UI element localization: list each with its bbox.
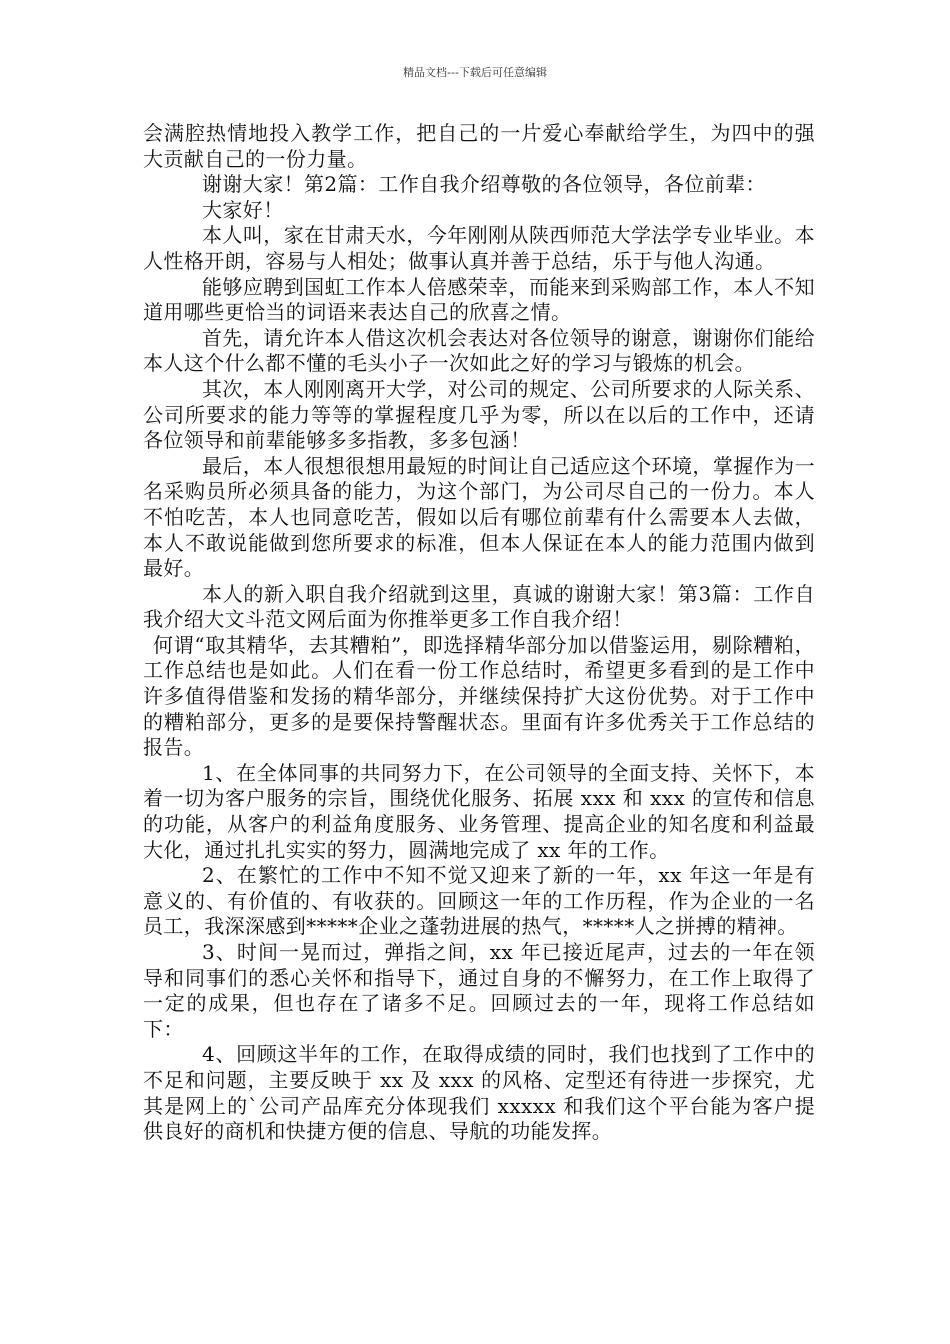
paragraph: 何谓“取其精华，去其糟粕”，即选择精华部分加以借鉴运用，剔除糟粕，工作总结也是如此。人们在看一份工作总结时，希望更多看到的是工作中许多值得借鉴和发扬的精华部分，并继续保持扩大这份优势。对于工作中的糟粕部分，更多的是要保持警醒状态。里面有许多优秀关于工作总结的报告。 bbox=[143, 632, 815, 760]
page-header: 精品文档---下载后可任意编辑 bbox=[403, 66, 547, 79]
paragraph: 最后，本人很想很想用最短的时间让自己适应这个环境，掌握作为一名采购员所必须具备的能力，为这个部门，为公司尽自己的一份力。本人不怕吃苦，本人也同意吃苦，假如以后有哪位前辈有什么需要本人去做，本人不敢说能做到您所要求的标准，但本人保证在本人的能力范围内做到最好。 bbox=[143, 453, 815, 581]
paragraph: 其次，本人刚刚离开大学，对公司的规定、公司所要求的人际关系、公司所要求的能力等等的掌握程度几乎为零，所以在以后的工作中，还请各位领导和前辈能够多多指教，多多包涵！ bbox=[143, 376, 815, 453]
paragraph: 本人的新入职自我介绍就到这里，真诚的谢谢大家！第3篇：工作自我介绍大文斗范文网后面为你推举更多工作自我介绍！ bbox=[143, 581, 815, 632]
paragraph: 本人叫，家在甘肃天水，今年刚刚从陕西师范大学法学专业毕业。本人性格开朗，容易与人相处；做事认真并善于总结，乐于与他人沟通。 bbox=[143, 223, 815, 273]
paragraph: 2、在繁忙的工作中不知不觉又迎来了新的一年，xx 年这一年是有意义的、有价值的、有收获的。回顾这一年的工作历程，作为企业的一名员工，我深深感到*****企业之蓬勃进展的热气，*****人之拼搏的精神。 bbox=[143, 863, 815, 939]
paragraph: 3、时间一晃而过，弹指之间，xx 年已接近尾声，过去的一年在领导和同事们的悉心关怀和指导下，通过自身的不懈努力，在工作上取得了一定的成果，但也存在了诸多不足。回顾过去的一年，现将工作总结如下： bbox=[143, 940, 815, 1041]
paragraph: 谢谢大家！第2篇：工作自我介绍尊敬的各位领导，各位前辈： bbox=[202, 172, 766, 197]
paragraph: 能够应聘到国虹工作本人倍感荣幸，而能来到采购部工作，本人不知道用哪些更恰当的词语来表达自己的欣喜之情。 bbox=[143, 274, 815, 325]
paragraph: 大家好！ bbox=[202, 197, 284, 222]
paragraph: 会满腔热情地投入教学工作，把自己的一片爱心奉献给学生，为四中的强大贡献自己的一份力量。 bbox=[143, 121, 815, 171]
document-body bbox=[143, 121, 815, 1145]
paragraph: 1、在全体同事的共同努力下，在公司领导的全面支持、关怀下，本着一切为客户服务的宗旨，围绕优化服务、拓展 xxx 和 xxx 的宣传和信息的功能，从客户的利益角度服务、业务管理、提高企业的知名度和利益最大化，通过扎扎实实的努力，圆满地完成了 xx 年的工作。 bbox=[143, 760, 815, 862]
paragraph: 4、回顾这半年的工作，在取得成绩的同时，我们也找到了工作中的不足和问题，主要反映于 xx 及 xxx 的风格、定型还有待进一步探究，尤其是网上的`公司产品库充分体现我们 xxxxx 和我们这个平台能为客户提供良好的商机和快捷方便的信息、导航的功能发挥。 bbox=[143, 1042, 815, 1144]
paragraph: 首先，请允许本人借这次机会表达对各位领导的谢意，谢谢你们能给本人这个什么都不懂的毛头小子一次如此之好的学习与锻炼的机会。 bbox=[143, 325, 815, 376]
